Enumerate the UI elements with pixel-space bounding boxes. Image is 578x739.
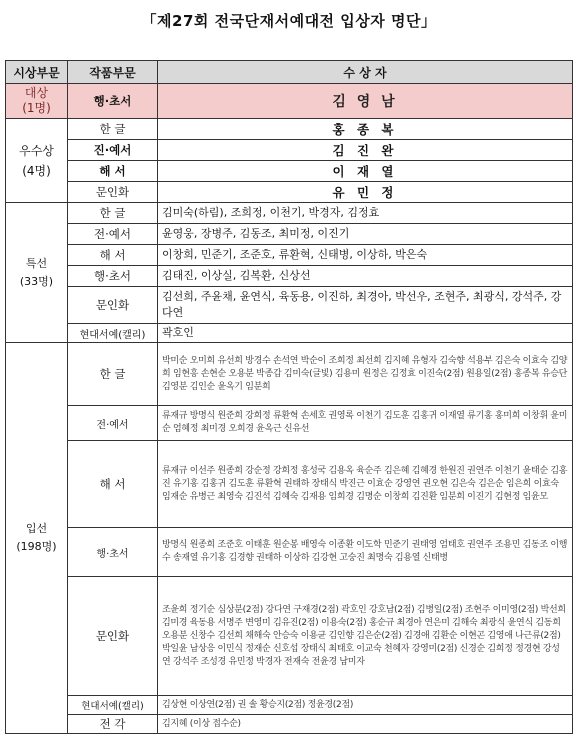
special-winners: 윤영웅, 장병주, 김동조, 최미정, 이진기 <box>158 224 573 245</box>
special-winners: 이창희, 민준기, 조준호, 류환혁, 신태병, 이상하, 박은숙 <box>158 245 573 266</box>
header-winners: 수 상 자 <box>158 61 573 84</box>
selection-row <box>6 577 573 696</box>
special-winners: 김미숙(하림), 조희정, 이천기, 박경자, 김정효 <box>158 203 573 224</box>
selection-label: 입선 (198명) <box>6 343 68 734</box>
selection-category: 한 글 <box>68 343 158 406</box>
special-category: 한 글 <box>68 203 158 224</box>
special-category: 현대서예(캘리) <box>68 324 158 343</box>
selection-winners: 류재규 이선주 원종희 강순정 강희정 홍성국 김용옥 육순주 김은혜 김혜경 한원진 권연주 이천기 윤태순 김홍진 유기홍 김홍귀 김도훈 류환혁 권태하 장태식 박진근 이효순 강영연 권오현 김은숙 김은순 임은희 이효숙 임재순 유병근 최영숙 김진석 김혜숙 김재용 임희경 김명순 이창희 김진환 임분희 이진기 김현정 임윤모 <box>158 441 573 528</box>
selection-winners: 류재규 방명식 원준희 강희정 류환혁 손세호 권영록 이천기 김도훈 김홍귀 이재열 류기홍 홍미희 이창휘 윤미순 엄혜정 최미경 오희경 윤옥근 신유선 <box>158 406 573 441</box>
special-row <box>6 245 573 266</box>
grand-prize-winner: 김 영 남 <box>158 84 573 119</box>
excellence-category: 한 글 <box>68 119 158 140</box>
grand-prize-row <box>6 84 573 119</box>
special-row <box>6 324 573 343</box>
special-row <box>6 266 573 287</box>
selection-winners: 조윤희 정기순 심상분(2점) 강다연 구재경(2점) 곽호인 강호남(2점) 김병일(2점) 조현주 이미영(2점) 박선희 김미경 육동용 서명주 변영미 김유진(2점) 이용숙(2점) 홍순규 최경아 연은미 김해숙 최광식 윤연식 김동희 오용분 신창수 김선희 채해숙 안승숙 이용균 김인향 김은순(2점) 김경애 김환순 이현곤 김영애 나근류(2점) 박일윤 남상응 이민식 정재순 신호섭 장태식 최태호 이교숙 천혜자 강영미(2점) 신경순 김희정 정경현 강성연 강석주 조성경 유민정 박경자 전재숙 전윤경 남미자 <box>158 577 573 696</box>
excellence-row <box>6 161 573 182</box>
selection-category: 해 서 <box>68 441 158 528</box>
excellence-winner: 이 재 열 <box>158 161 573 182</box>
selection-row <box>6 343 573 406</box>
excellence-category: 해 서 <box>68 161 158 182</box>
excellence-row <box>6 119 573 140</box>
selection-row <box>6 406 573 441</box>
selection-category: 전·예서 <box>68 406 158 441</box>
excellence-winner: 김 진 완 <box>158 140 573 161</box>
special-winners: 곽호인 <box>158 324 573 343</box>
excellence-row <box>6 182 573 203</box>
selection-winners: 김지혜 (이상 접수순) <box>158 715 573 734</box>
selection-category: 현대서예(캘리) <box>68 696 158 715</box>
selection-category: 문인화 <box>68 577 158 696</box>
special-row <box>6 287 573 324</box>
grand-prize-category: 행·초서 <box>68 84 158 119</box>
winners-table <box>5 60 573 734</box>
special-winners: 김태진, 이상실, 김복환, 신상선 <box>158 266 573 287</box>
special-winners: 김선희, 주윤채, 윤연식, 육동용, 이진하, 최경아, 박선우, 조현주, 최광식, 강석주, 강다연 <box>158 287 573 324</box>
selection-row <box>6 528 573 577</box>
selection-row <box>6 696 573 715</box>
excellence-category: 진·예서 <box>68 140 158 161</box>
excellence-winner: 유 민 정 <box>158 182 573 203</box>
excellence-winner: 홍 종 복 <box>158 119 573 140</box>
special-label: 특선 (33명) <box>6 203 68 343</box>
special-category: 행·초서 <box>68 266 158 287</box>
selection-row <box>6 715 573 734</box>
grand-prize-label: 대상 (1명) <box>6 84 68 119</box>
selection-winners: 박미순 오미희 유선희 방경수 손석연 박순이 조희정 최선희 김지혜 유형자 김숙향 석용부 김은숙 이효숙 김양희 임현흥 손현순 오용분 박종갑 김미숙(글빛) 김용미 원정은 김정효 이진숙(2점) 원용일(2점) 홍종복 유승단 김영분 김인순 윤옥기 임분희 <box>158 343 573 406</box>
selection-row <box>6 441 573 528</box>
header-award-type: 시상부문 <box>6 61 68 84</box>
header-work-category: 작품부문 <box>68 61 158 84</box>
selection-category: 전 각 <box>68 715 158 734</box>
selection-winners: 방명식 원종희 조준호 이태훈 원순봉 배영숙 이종환 이도학 민준기 권태영 엄태호 권연주 조용민 김동조 이행수 송재열 유기홍 김경향 권태하 이상하 김강현 고숭진 최명숙 김용열 신태병 <box>158 528 573 577</box>
header-row <box>6 61 573 84</box>
excellence-row <box>6 140 573 161</box>
special-row <box>6 224 573 245</box>
special-category: 전·예서 <box>68 224 158 245</box>
page-title: 「제27회 전국단재서예대전 입상자 명단」 <box>141 12 437 30</box>
selection-category: 행·초서 <box>68 528 158 577</box>
excellence-category: 문인화 <box>68 182 158 203</box>
excellence-label: 우수상 (4명) <box>6 119 68 203</box>
special-row <box>6 203 573 224</box>
selection-winners: 김상현 이상연(2점) 권 솔 황승지(2점) 정윤경(2점) <box>158 696 573 715</box>
special-category: 해 서 <box>68 245 158 266</box>
special-category: 문인화 <box>68 287 158 324</box>
